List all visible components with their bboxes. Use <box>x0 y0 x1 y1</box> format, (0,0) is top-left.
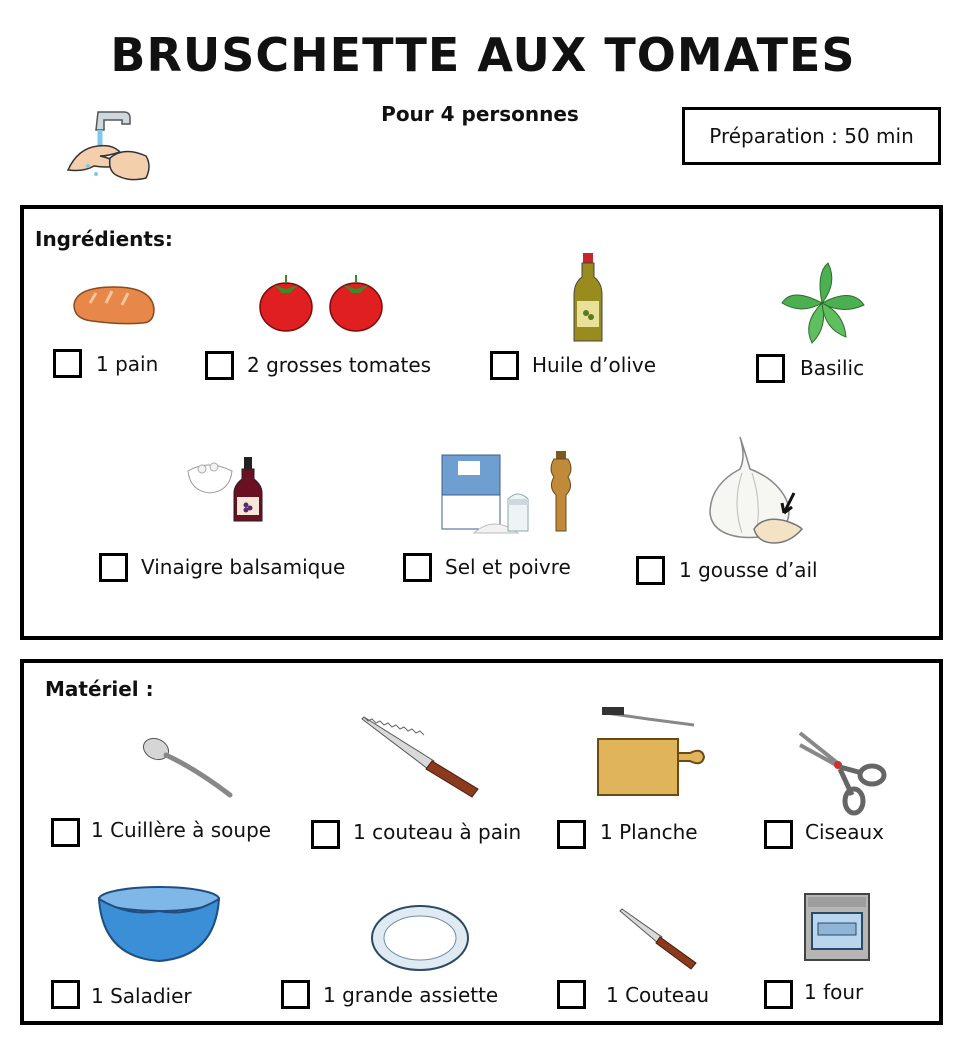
checkbox-salt-pepper[interactable] <box>403 553 432 582</box>
checkbox-basil[interactable] <box>756 354 785 383</box>
materiel-label-bread-knife: 1 couteau à pain <box>353 820 522 844</box>
plate-icon <box>370 903 470 977</box>
checkbox-spoon[interactable] <box>51 818 80 847</box>
ingredient-label-basil: Basilic <box>800 356 865 380</box>
balsamic-vinegar-icon <box>186 455 266 527</box>
olive-oil-icon <box>573 251 603 349</box>
checkbox-knife[interactable] <box>557 980 586 1009</box>
materiel-label-scissors: Ciseaux <box>805 820 885 844</box>
ingredient-label-bread: 1 pain <box>96 352 159 376</box>
checkbox-salad-bowl[interactable] <box>51 980 80 1009</box>
materiel-label-cutting-board: 1 Planche <box>600 820 698 844</box>
hand-washing-icon <box>60 104 156 186</box>
checkbox-olive-oil[interactable] <box>490 351 519 380</box>
materiel-label-salad-bowl: 1 Saladier <box>91 984 192 1008</box>
servings-text: Pour 4 personnes <box>381 102 579 126</box>
checkbox-plate[interactable] <box>281 980 310 1009</box>
materiel-label-plate: 1 grande assiette <box>323 983 499 1007</box>
materiel-label-oven: 1 four <box>804 980 864 1004</box>
spoon-icon <box>142 735 234 805</box>
salad-bowl-icon <box>96 885 222 969</box>
ingredients-panel <box>20 205 943 640</box>
materiel-label-spoon: 1 Cuillère à soupe <box>91 818 272 842</box>
ingredient-label-salt-pepper: Sel et poivre <box>445 555 571 579</box>
checkbox-bread[interactable] <box>53 349 82 378</box>
basil-icon <box>776 259 868 349</box>
checkbox-bread-knife[interactable] <box>311 820 340 849</box>
salt-pepper-icon <box>438 449 580 543</box>
materiel-label-knife: 1 Couteau <box>606 983 710 1007</box>
scissors-icon <box>798 731 890 819</box>
ingredient-label-garlic: 1 gousse d’ail <box>679 558 818 582</box>
oven-icon <box>804 893 870 965</box>
ingredient-label-balsamic-vinegar: Vinaigre balsamique <box>141 555 346 579</box>
page-title: BRUSCHETTE AUX TOMATES <box>110 28 856 82</box>
tomatoes-icon <box>258 271 388 337</box>
materiel-heading: Matériel : <box>45 677 154 701</box>
checkbox-garlic[interactable] <box>636 556 665 585</box>
checkbox-balsamic-vinegar[interactable] <box>99 553 128 582</box>
checkbox-cutting-board[interactable] <box>557 820 586 849</box>
garlic-icon <box>702 433 812 555</box>
knife-icon <box>620 907 700 973</box>
preparation-time-box: Préparation : 50 min <box>682 107 941 165</box>
checkbox-scissors[interactable] <box>764 820 793 849</box>
bread-icon <box>70 281 156 333</box>
cutting-board-icon <box>594 707 710 807</box>
checkbox-tomatoes[interactable] <box>205 351 234 380</box>
bread-knife-icon <box>362 715 484 801</box>
ingredients-heading: Ingrédients: <box>35 227 173 251</box>
materiel-panel <box>20 659 943 1025</box>
ingredient-label-olive-oil: Huile d’olive <box>532 353 657 377</box>
ingredient-label-tomatoes: 2 grosses tomates <box>247 353 432 377</box>
checkbox-oven[interactable] <box>764 980 793 1009</box>
